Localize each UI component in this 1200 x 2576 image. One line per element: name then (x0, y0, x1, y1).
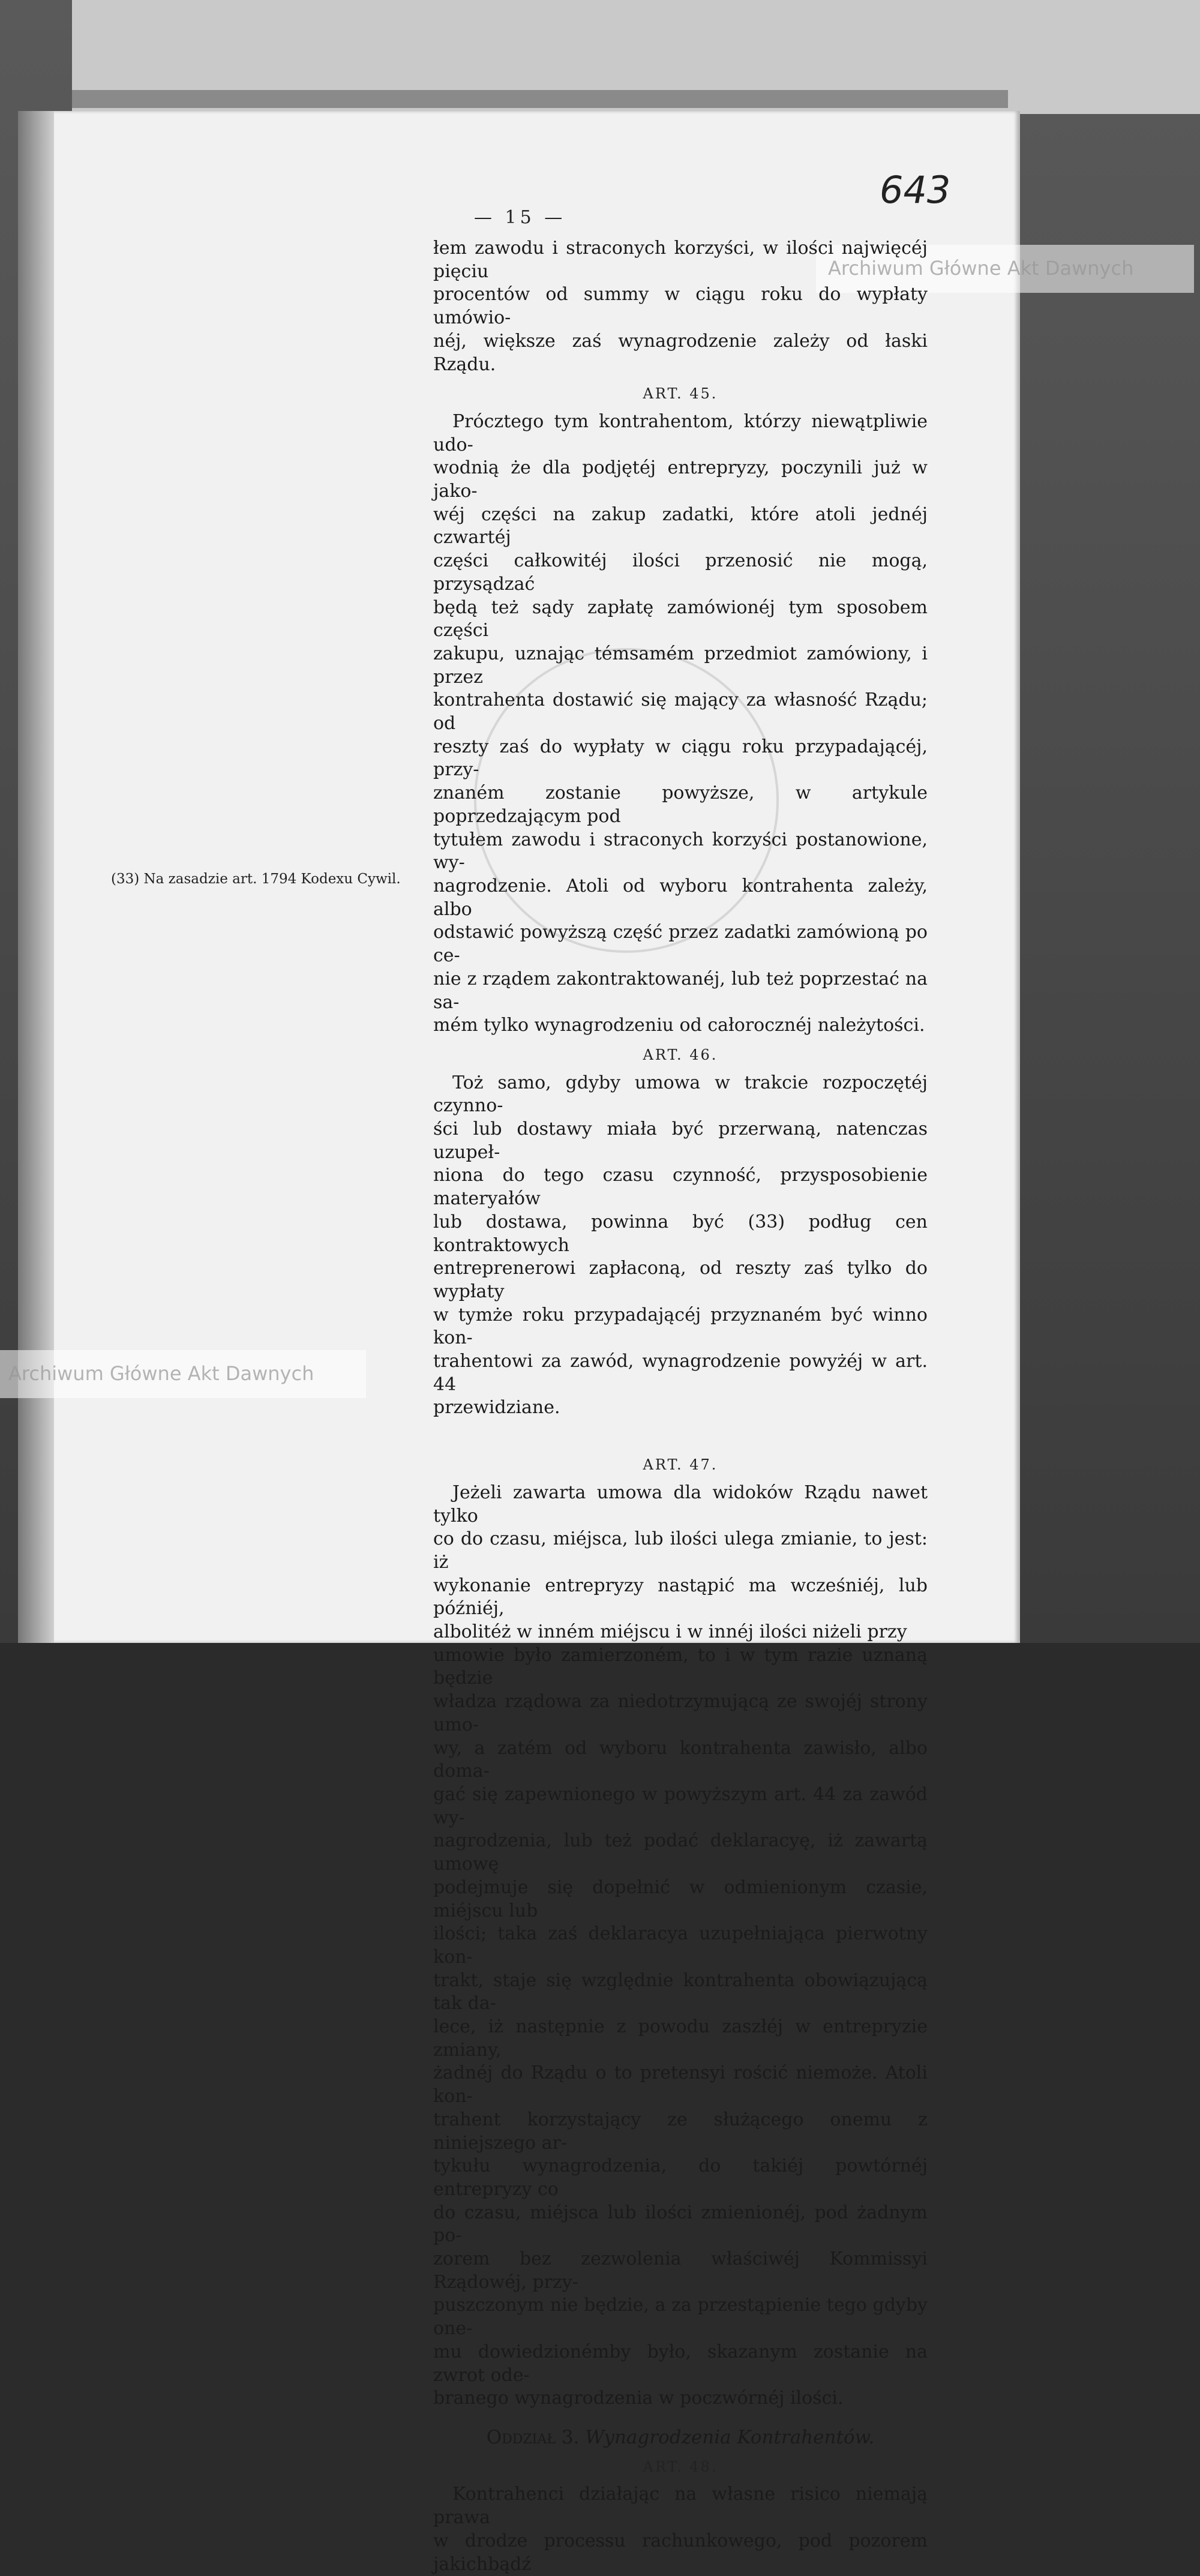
text-line: wodnią że dla podjętéj entrepryzy, poczynili już w jako- (433, 457, 928, 502)
text-line: wy, a zatém od wyboru kontrahenta zawisło, albo doma- (433, 1737, 928, 1782)
intro-paragraph (433, 237, 928, 376)
text-line: trahentowi za zawód, wynagrodzenie powyżéj w art. 44 (433, 1351, 928, 1395)
text-line: łem zawodu i straconych korzyści, w ilości najwięcéj pięciu (433, 238, 928, 282)
text-line: procentów od summy w ciągu roku do wypłaty umówio- (433, 284, 928, 329)
text-line: nagrodzenie. Atoli od wyboru kontrahenta zależy, albo (433, 875, 928, 920)
spacer (433, 1420, 928, 1447)
article-45-heading: ART. 45. (643, 385, 718, 403)
text-line: Kontrahenci działając na własne risico niemają prawa (433, 2484, 928, 2529)
text-line: mém tylko wynagrodzeniu od całorocznéj należytości. (433, 1015, 925, 1036)
text-line: kontrahenta dostawić się mający za własność Rządu; od (433, 689, 928, 734)
article-45-text (433, 410, 928, 1037)
text-line: entreprenerowi zapłaconą, od reszty zaś tylko do wypłaty (433, 1258, 928, 1302)
text-line: puszczonym nie będzie, a za przestąpienie tego gdyby one- (433, 2295, 928, 2340)
text-line: do czasu, miéjsca lub ilości zmienionéj, pod żadnym po- (433, 2202, 928, 2247)
text-line: mu dowiedzionémby było, skazanym zostanie na zwrot ode- (433, 2341, 928, 2386)
text-line: części całkowitéj ilości przenosić nie mogą, przysądzać (433, 550, 928, 595)
text-line: branego wynagrodzenia w poczwórnéj ilości. (433, 2388, 844, 2409)
text-line: w tymże roku przypadającéj przyznaném być winno kon- (433, 1304, 928, 1349)
text-line: będą też sądy zapłatę zamówionéj tym sposobem części (433, 596, 928, 641)
text-line: trakt, staje się względnie kontrahenta obowiązującą tak da- (433, 1969, 928, 2014)
article-48-heading: ART. 48. (643, 2458, 718, 2475)
article-46-text (433, 1072, 928, 1420)
text-line: Prócztego tym kontrahentom, którzy niewątpliwie udo- (433, 410, 928, 455)
page-edge-shadow (72, 90, 1008, 108)
article-47-heading: ART. 47. (643, 1456, 718, 1474)
main-text-column (433, 237, 928, 2576)
text-line: niona do tego czasu czynność, przysposobienie materyałów (433, 1165, 928, 1210)
text-line: nagrodzenia, lub też podać deklaracyę, iż zawartą umowę (433, 1830, 928, 1875)
text-line: wéj części na zakup zadatki, które atoli jednéj czwartéj (433, 503, 928, 548)
section-title: Wynagrodzenia Kontrahentów. (585, 2426, 875, 2448)
page-number: — 15 — (474, 207, 566, 228)
watermark-top: Archiwum Główne Akt Dawnych (828, 257, 1134, 280)
text-line: ilości; taka zaś deklaracya uzupełniająca pierwotny kon- (433, 1923, 928, 1968)
text-line: néj, większe zaś wynagrodzenie zależy od łaski Rządu. (433, 330, 928, 375)
binding-gutter (18, 111, 54, 1643)
text-line: podejmuje się dopełnić w odmienionym czasie, miéjscu lub (433, 1876, 928, 1921)
footnote-33: (33) Na zasadzie art. 1794 Kodexu Cywil. (111, 871, 401, 887)
text-line: władza rządowa za niedotrzymującą ze swojéj strony umo- (433, 1691, 928, 1735)
text-line: zakupu, uznając témsamém przedmiot zamówiony, i przez (433, 643, 928, 688)
text-line: przewidziane. (433, 1397, 560, 1419)
text-line: tytułem zawodu i straconych korzyści postanowione, wy- (433, 829, 928, 874)
text-line: w drodze processu rachunkowego, pod pozorem jakichbądź (433, 2530, 928, 2575)
text-line: Jeżeli zawarta umowa dla widoków Rządu nawet tylko (433, 1482, 928, 1527)
text-line: trahent korzystający ze służącego onemu z niniejszego ar- (433, 2109, 928, 2154)
text-line: znaném zostanie powyższe, w artykule poprzedzającym pod (433, 782, 928, 827)
text-line: gać się zapewnionego w powyższym art. 44 za zawód wy- (433, 1784, 928, 1828)
text-line: albolitéż w inném miéjscu i w innéj ilości niżeli przy (433, 1621, 907, 1643)
article-47-text (433, 1482, 928, 2410)
text-line: nie z rządem zakontraktowanéj, lub też poprzestać na sa- (433, 968, 928, 1013)
watermark-bottom: Archiwum Główne Akt Dawnych (8, 1362, 314, 1385)
text-line: co do czasu, miéjsca, lub ilości ulega zmianie, to jest: iż (433, 1528, 928, 1573)
text-line: lub dostawa, powinna być (33) podług cen kontraktowych (433, 1211, 928, 1256)
text-line: żadnéj do Rządu o to pretensyi rościć niemoże. Atoli kon- (433, 2062, 928, 2107)
text-line: lece, iż następnie z powodu zaszłéj w entrepryzie zmiany, (433, 2016, 928, 2061)
section-heading (433, 2426, 928, 2449)
text-line: reszty zaś do wypłaty w ciągu roku przypadającéj, przy- (433, 736, 928, 781)
text-line: Toż samo, gdyby umowa w trakcie rozpoczętéj czynno- (433, 1072, 928, 1117)
text-line: ści lub dostawy miała być przerwaną, natenczas uzupeł- (433, 1118, 928, 1163)
text-line: zorem bez zezwolenia właściwéj Kommissyi Rządowéj, przy- (433, 2248, 928, 2293)
article-48-text (433, 2483, 928, 2576)
text-line: tykułu wynagrodzenia, do takiéj powtórnéj entrepryzy co (433, 2155, 928, 2200)
section-label: Oddział 3. (486, 2426, 580, 2448)
article-46-heading: ART. 46. (643, 1046, 718, 1063)
text-line: odstawić powyższą część przez zadatki zamówioną po ce- (433, 922, 928, 967)
text-line: wykonanie entrepryzy nastąpić ma wcześniéj, lub późniéj, (433, 1575, 928, 1620)
handwritten-folio-number: 643 (880, 168, 951, 212)
text-line: umowie było zamierzoném, to i w tym razie uznaną będzie (433, 1644, 928, 1689)
